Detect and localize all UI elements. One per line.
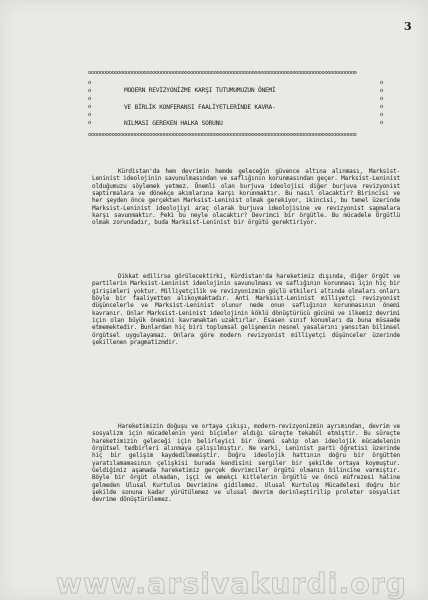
paragraph-1: [92, 168, 400, 227]
title-border-bottom: oooooooooooooooooooooooooooooooooooooooooooooooooooooooooooooooooooooooooooooooooooooooooooo: [88, 132, 357, 138]
paragraph-text: Hareketimizin doğuşu ve ortaya çıkışı, modern-revizyonizmin ayrımından, devrim ve sosyalizm için mücadelenin yeni biçimler aldığı süreçte tekabül etmiştir. Bu süreçte hareketimizin geleceği için belirleyici bir önemi sahip olan ideolojik mücadelenin örgütsel tedbirleri alınmaya çalışılmıştır. Ne varki, Leninist parti öğretisi üzerinde hiç bir gelişim kaydedilmemiştir. Doğru ideolojik hattının doğru bir örgütten yaratılamamasının çelişkisi burada kendisini sergiler bir şekilde ortaya koymuştur. Geldiğimiz aşamada hareketimiz gerçek devrimciler örgütü olmanın bilincine varmıştır. Böyle bir örgüt olmadan, işçi ve emekçi kitlelerin örgütlü ve öncü müfrezesi haline gelmeden Ulusal Kurtulus Devrimine gidilemez. Ulusal Kurtuluş Mücadelesi doğru bir şekilde sonuna kadar yürütülemez ve ulusal devrim derinleştirilip proleter sosyalist devrime dönüştürülemez.: [92, 423, 400, 504]
title-border-top: oooooooooooooooooooooooooooooooooooooooooooooooooooooooooooooooooooooooooooooooooooooooooooo: [88, 70, 357, 76]
title-box: [88, 70, 386, 138]
title-line-1: MODERN REVİZYONİZME KARŞI TUTUMUMUZUN ÖNEMİ: [124, 87, 276, 94]
paragraph-text: Kürdistan'da hem devrimin hemde geleceğin güvence altına alınması, Marksist-Leninist ideolojinin savunulmasından ve saflığının korunmasından geçer. Marksist-Leninist olduğumuzu söylemek yetmez. Önemli olan burjuva ideolojisi diğer burjuva revizyonist saptırmalara ve dönekçe akımlarına karşı korunmaktır. Bu nasıl olacaktır? Birincisi ve her şeyden önce gerçekten Marksist-Leninist olmak gerekiyor, ikincisi, bu temel üzerinde Marksist-Leninist ideolojiyi araç olarak burjuva ideolojisine ve revizyonist sapmalara karşı savunmaktır. Peki bu neyle olacaktır? Devrimci bir örgütle. Bu mücadele Örgütlü olmak zorundadır, buda Marksist-Leninist bir örgütü gerektiriyor.: [92, 168, 400, 227]
title-line-3: NILMASI GEREKEN HALKA SORUNU: [124, 120, 223, 127]
title-border-left: o o o o o o: [88, 80, 92, 126]
paragraph-2: [92, 273, 400, 346]
title-border-right: o o o o o o: [380, 80, 384, 126]
paragraph-text: Dikkat edilirse görülecektirki, Kürdistan'da hareketimiz dışında, diğer örgüt ve partilerin Marksist-Leninist ideolojinin savunulması ve saflığının korunması için hiç bir girişimleri yoktur. Milliyetçilik ve revizyonizmin güçlü etkileri altında olmaları onları böyle bir faaliyetten alıkoymaktadır. Anti Marksist-Leninist milliyetçi revizyonist düşüncelerle ve Marksist-Leninist olunur nede onun saflığının korunmasının önemi kavranır. Onlar Marksist-Leninist ideolojinin köklü dönüştürücü gücünü ve ilkemiz devrimi için olan büyük önemini kavramaktan uzaktırlar. Esasen sınıf konumları da buna müsaade etmemektedir. Bunlardan hiç biri toplumsal gelişmenin nesnel yasalarını yansıtan bilimsel örgütsel uygulayamaz. Onlara göre modern revizyonist milliyetçi düşünceler üzerinde şekillenen pragmatizmdir.: [92, 273, 400, 347]
page-number: 3: [404, 20, 412, 33]
paragraph-3: [92, 423, 400, 504]
watermark: www.arsivakurdi.org: [56, 567, 408, 600]
title-line-2: VE BİRLİK KONFERANSI FAALİYETLERİNDE KAVRA-: [124, 104, 276, 111]
